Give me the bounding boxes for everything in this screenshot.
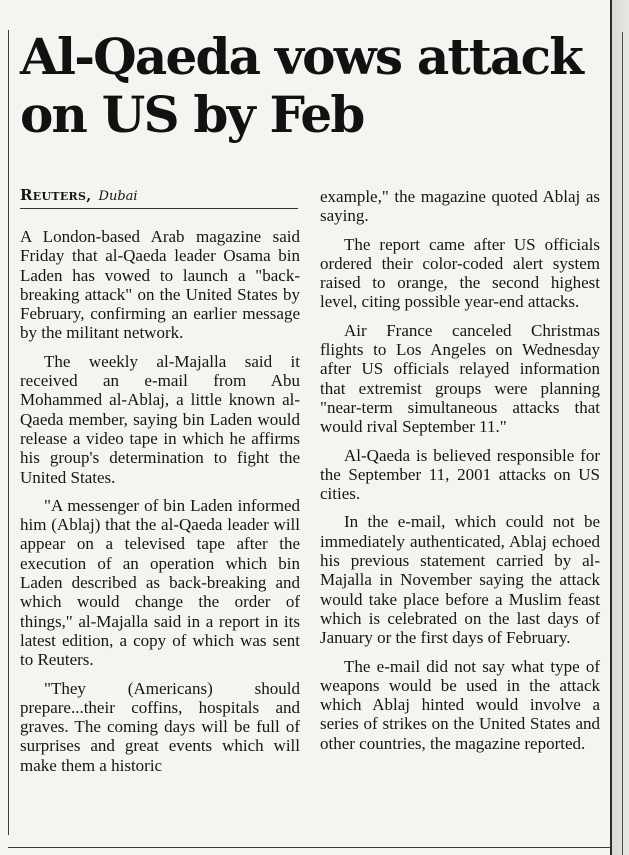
paragraph-continued: example," the magazine quoted Ablaj as saying. xyxy=(320,187,600,226)
paragraph: Al-Qaeda is believed responsible for the September 11, 2001 attacks on US cities. xyxy=(320,445,600,504)
article-column-right xyxy=(320,187,600,762)
paragraph: The weekly al-Majalla said it received an e-mail from Abu Mohammed al-Ablaj, a little known al-Qaeda member, saying bin Laden would release a video tape in which he affirms his group's determination to fight the United States. xyxy=(20,351,300,487)
byline-agency: Reuters xyxy=(20,186,87,204)
paragraph: Air France canceled Christmas flights to Los Angeles on Wednesday after US officials relayed information that extremist groups were planning "near-term simultaneous attacks that would rival September 11." xyxy=(320,320,600,437)
byline xyxy=(20,186,296,206)
article-headline: Al-Qaeda vows attack on US by Feb xyxy=(20,27,583,144)
column-rule-right xyxy=(610,0,612,855)
byline-separator: , xyxy=(86,188,92,204)
paragraph: "They (Americans) should prepare...their coffins, hospitals and graves. The coming days will be full of surprises and great events which will make them a historic xyxy=(20,678,300,775)
byline-dateline: Dubai xyxy=(98,189,138,204)
paragraph: A London-based Arab magazine said Friday that al-Qaeda leader Osama bin Laden has vowed to launch a "back-breaking attack" on the United States by February, confirming an earlier message by the militant network. xyxy=(20,227,300,343)
paragraph: In the e-mail, which could not be immediately authenticated, Ablaj echoed his previous statement carried by al-Majalla in November saying the attack would take place before a Muslim feast which is celebrated on the last days of January or the first days of February. xyxy=(320,512,600,648)
paragraph: The report came after US officials ordered their color-coded alert system raised to orange, the second highest level, citing possible year-end attacks. xyxy=(320,234,600,312)
paragraph: The e-mail did not say what type of weapons would be used in the attack which Ablaj hinted would involve a series of strikes on the United States and other countries, the magazine reported. xyxy=(320,656,600,753)
byline-rule xyxy=(20,208,298,209)
paragraph: "A messenger of bin Laden informed him (Ablaj) that the al-Qaeda leader will appear on a televised tape after the execution of an operation which bin Laden described as back-breaking and which would change the order of things," al-Majalla said in a report in its latest edition, a copy of which was sent to Reuters. xyxy=(20,495,300,670)
page-margin xyxy=(612,0,629,855)
column-rule-outer xyxy=(622,32,623,855)
bottom-rule xyxy=(8,847,611,848)
column-rule-left xyxy=(8,30,9,835)
article-column-left xyxy=(20,227,300,784)
